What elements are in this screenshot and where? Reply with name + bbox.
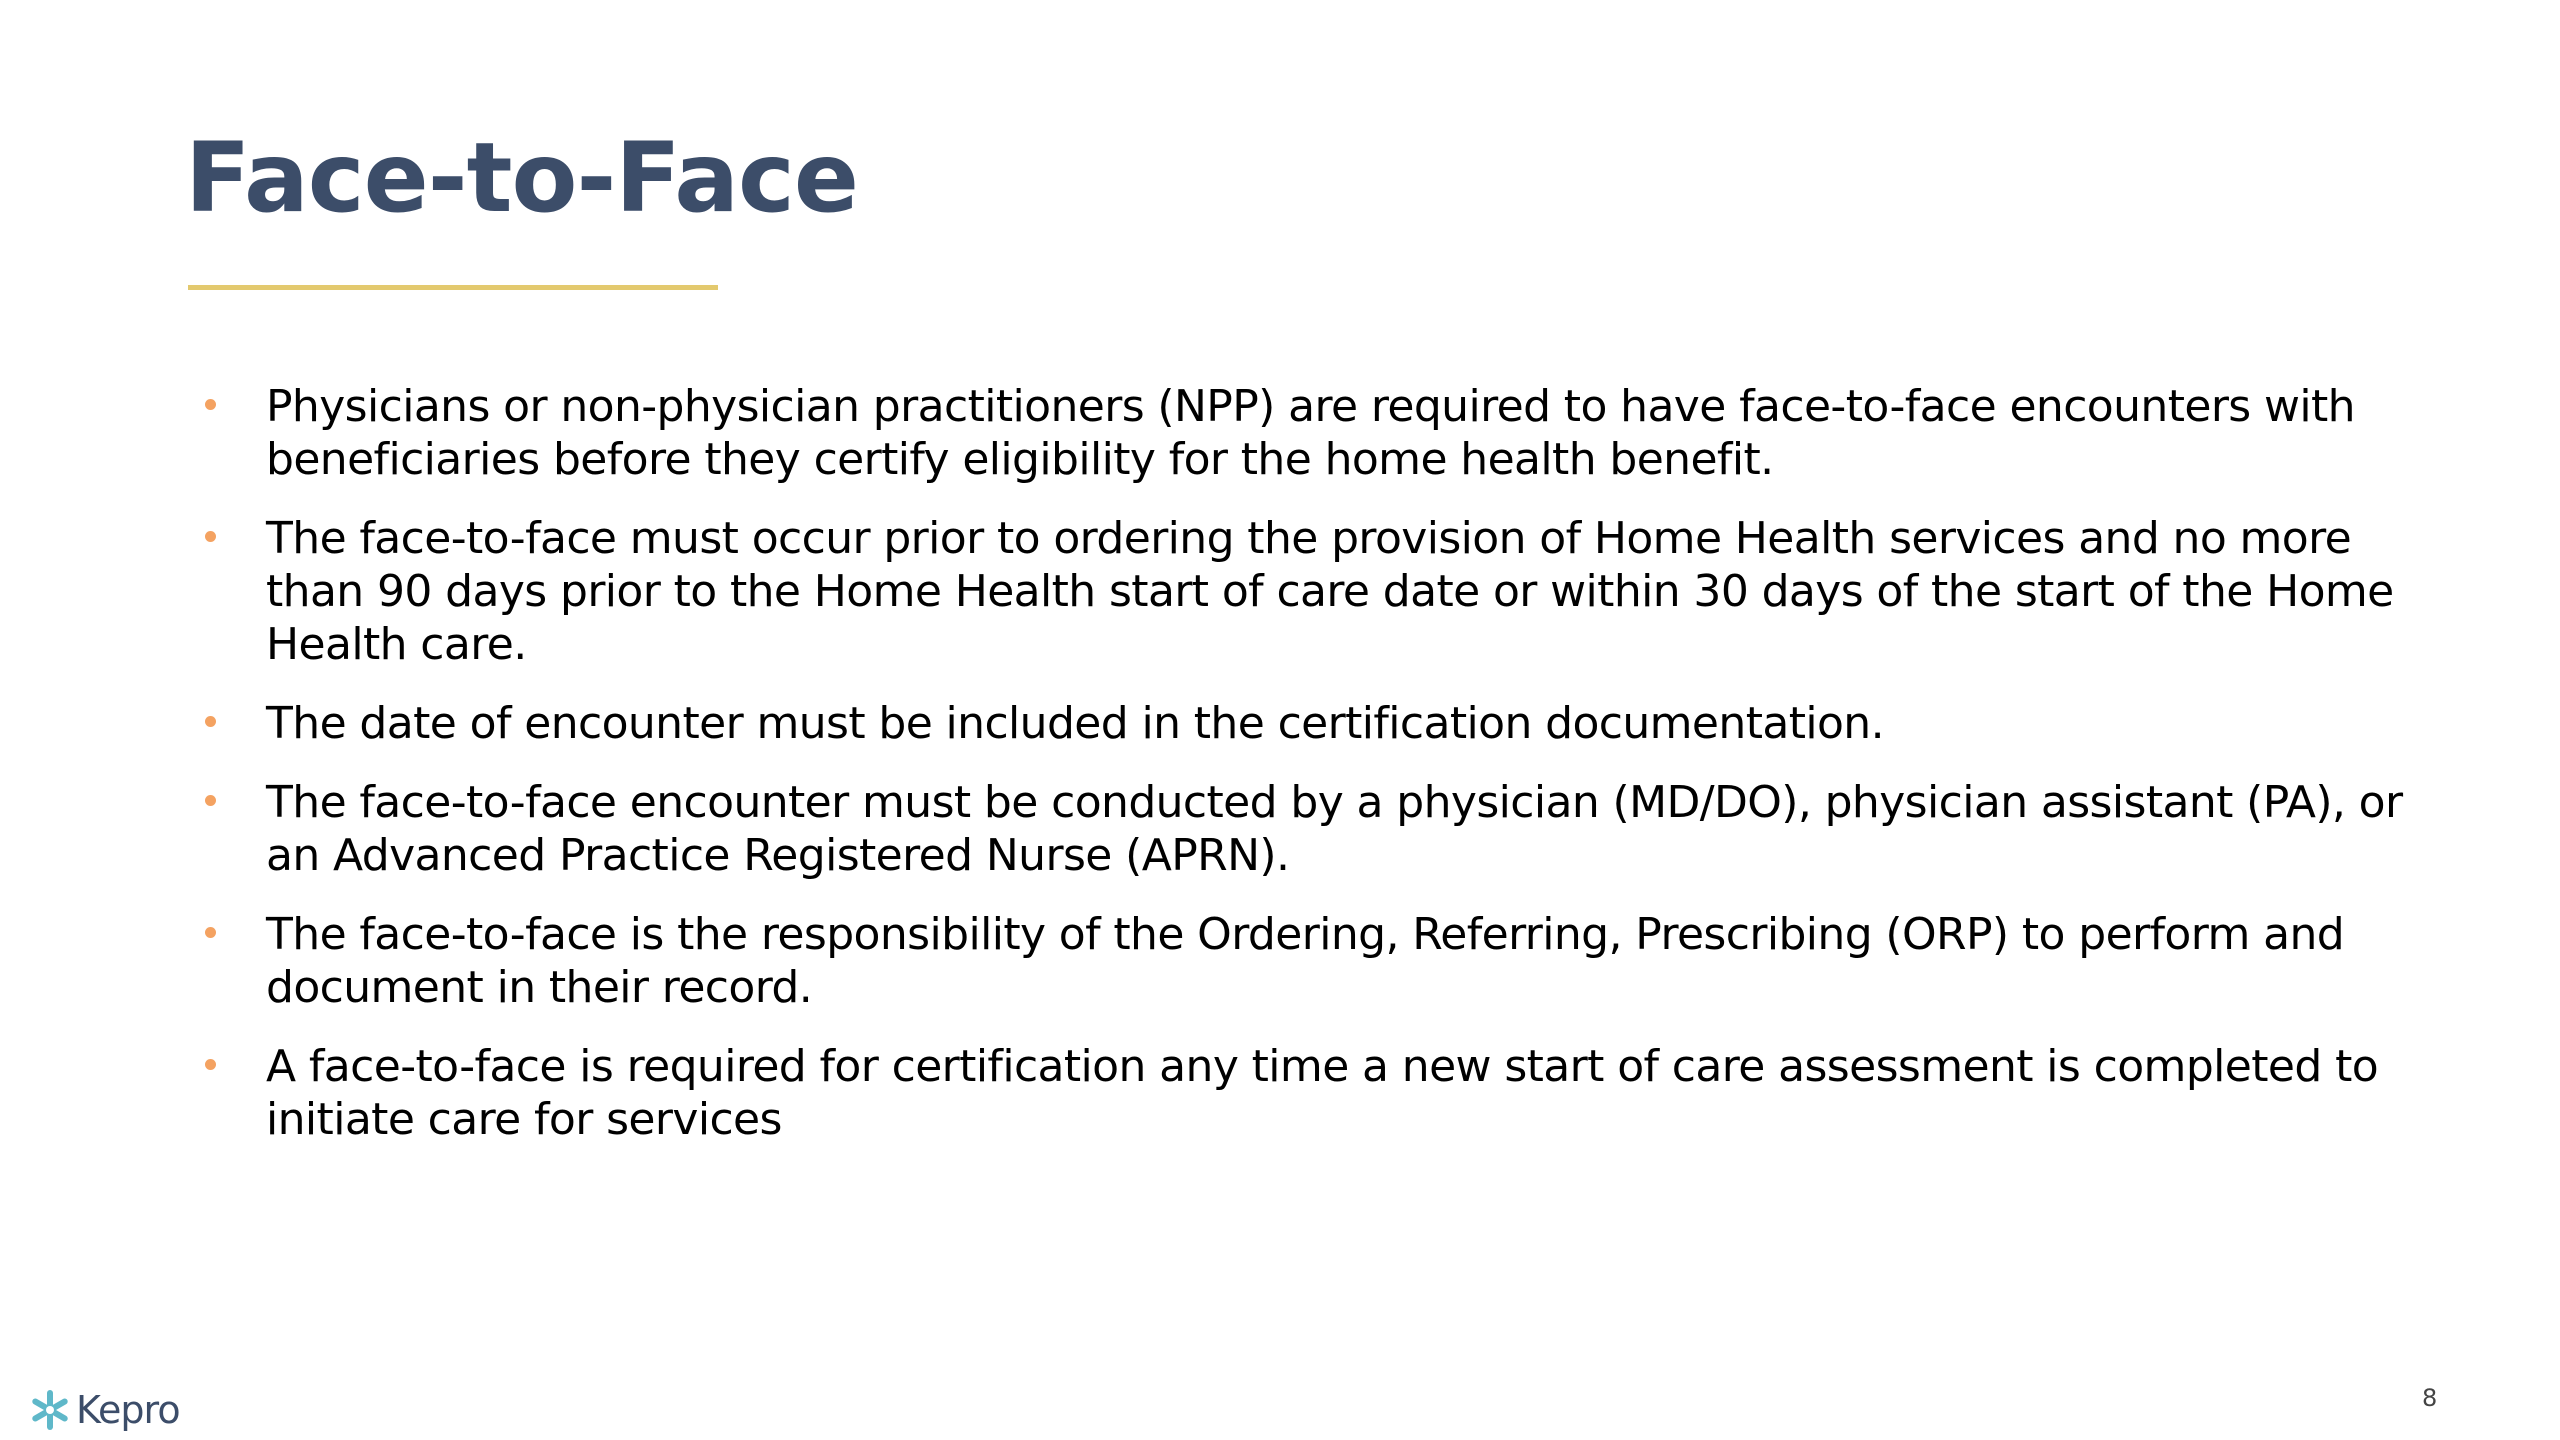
bullet-item [202,776,2442,882]
bullet-text: The face-to-face encounter must be conducted by a physician (MD/DO), physician assistant (PA), or an Advanced Practice Registered Nurse (APRN). [266,777,2403,881]
bullet-item [202,908,2442,1014]
bullet-text: A face-to-face is required for certification any time a new start of care assessment is completed to initiate care for services [266,1041,2379,1145]
kepro-logo [28,1386,180,1434]
bullet-item [202,380,2442,486]
bullet-text: The face-to-face is the responsibility of the Ordering, Referring, Prescribing (ORP) to perform and document in their record. [266,909,2345,1013]
bullet-dot-icon [205,399,216,410]
page-number: 8 [2422,1384,2438,1412]
bullet-item [202,697,2442,750]
kepro-asterisk-icon [28,1388,72,1432]
bullet-item [202,1040,2442,1146]
bullet-text: The face-to-face must occur prior to ordering the provision of Home Health services and no more than 90 days prior to the Home Health start of care date or within 30 days of the start of the Home Health care. [266,513,2394,670]
bullet-dot-icon [205,927,216,938]
bullet-text: The date of encounter must be included in the certification documentation. [266,698,1884,749]
bullet-item [202,512,2442,671]
bullet-text: Physicians or non-physician practitioners (NPP) are required to have face-to-face encounters with beneficiaries before they certify eligibility for the home health benefit. [266,381,2355,485]
bullet-list [202,380,2442,1172]
slide-title: Face-to-Face [185,122,859,234]
logo-text: Kepro [76,1388,180,1432]
title-underline [188,285,718,290]
bullet-dot-icon [205,795,216,806]
bullet-dot-icon [205,1059,216,1070]
bullet-dot-icon [205,531,216,542]
bullet-dot-icon [205,716,216,727]
